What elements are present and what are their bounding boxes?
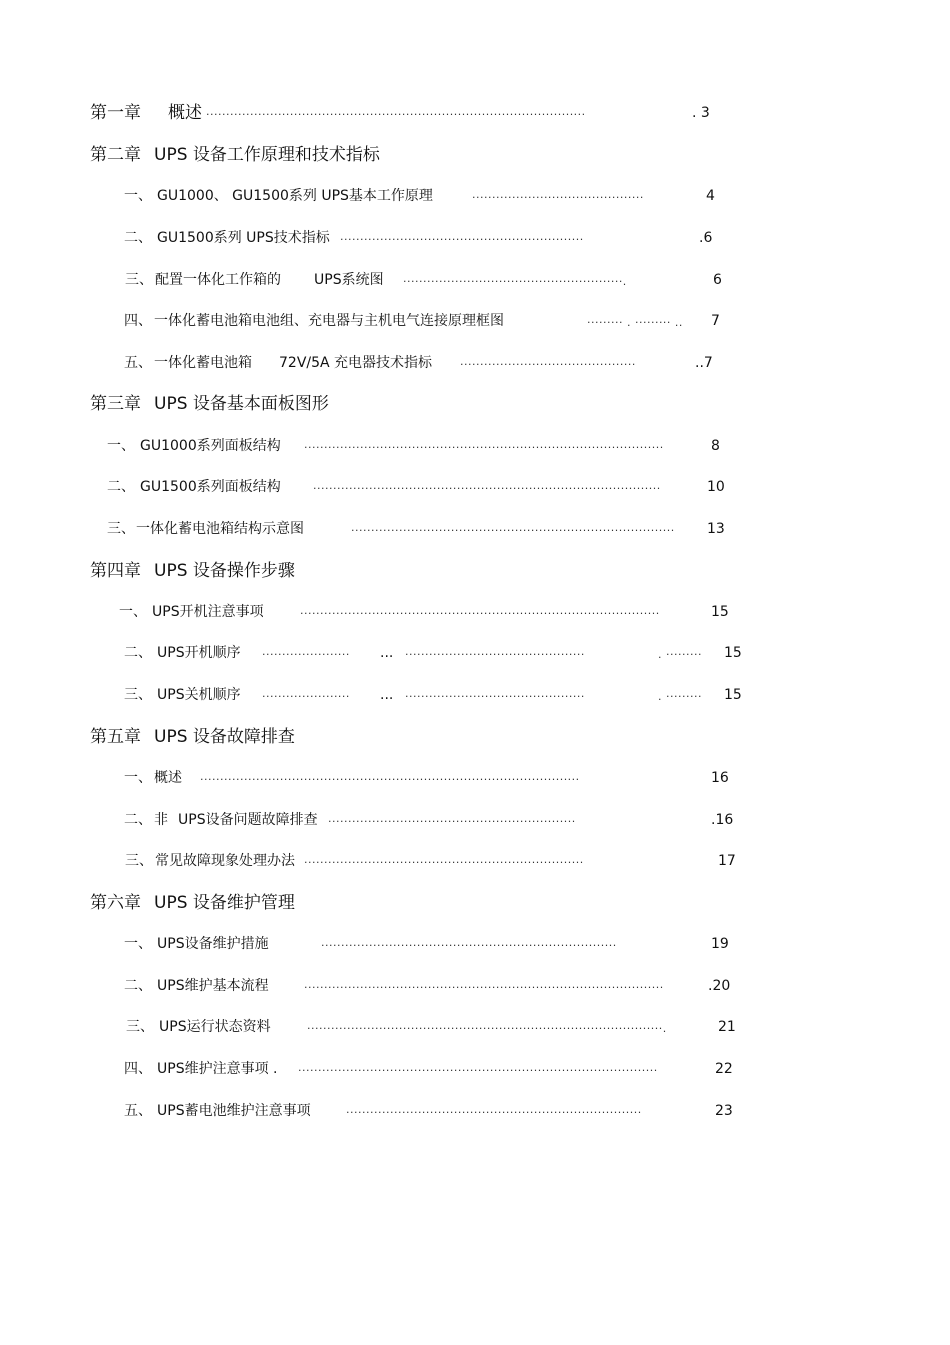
chapter-label: 第三章 (90, 394, 141, 414)
toc-entry-6-4 (0, 1057, 950, 1081)
leader-dots: ······························································································· (200, 773, 580, 786)
chapter-title: 概述 (168, 103, 202, 123)
entry-title: 概述 (154, 770, 182, 786)
page-number: 10 (707, 479, 725, 495)
toc-chapter-6 (0, 891, 950, 915)
page-number: .6 (699, 230, 713, 246)
leader-dots: ······························································ (328, 815, 576, 828)
entry-title: GU1500系列面板结构 (140, 479, 281, 495)
leader-dots-2: ... (380, 645, 394, 661)
leader-dots-1: ······················ (262, 690, 350, 703)
toc-chapter-4 (0, 559, 950, 583)
entry-title-part2: UPS设备问题故障排查 (178, 812, 318, 828)
leader-dots: ·························································································· (304, 441, 664, 454)
entry-number: 一、 (124, 936, 152, 952)
entry-title: GU1500系列 UPS技术指标 (157, 230, 330, 246)
leader-dots: ·········································································· (321, 939, 617, 952)
toc-entry-5-3 (0, 849, 950, 873)
entry-number: 二、 (124, 812, 152, 828)
entry-number: 三、 (107, 521, 135, 537)
toc-chapter-1 (0, 101, 950, 125)
entry-number: 五、 (124, 1103, 152, 1119)
leader-dots: ······················································································· (313, 482, 661, 495)
entry-number: 四、 (124, 1061, 152, 1077)
page-number: 13 (707, 521, 725, 537)
page-number: 4 (706, 188, 715, 204)
entry-number: 三、 (126, 1019, 154, 1035)
entry-title-part2: UPS系统图 (314, 272, 384, 288)
entry-number: 二、 (124, 230, 152, 246)
entry-title: UPS运行状态资料 (159, 1019, 271, 1035)
entry-title: 常见故障现象处理办法 (155, 853, 295, 869)
page-number: 19 (711, 936, 729, 952)
entry-number: 三、 (125, 272, 153, 288)
toc-entry-6-1 (0, 932, 950, 956)
entry-number: 一、 (124, 188, 152, 204)
page-number: 8 (711, 438, 720, 454)
leader-dots: ····························································· (340, 233, 584, 246)
entry-title: 一体化蓄电池箱电池组、充电器与主机电气连接原理框图 (154, 313, 504, 329)
page-number: 15 (711, 604, 729, 620)
entry-title-part2: 72V/5A 充电器技术指标 (279, 355, 433, 371)
entry-title: UPS维护基本流程 (157, 978, 269, 994)
leader-dots: ··········································· (472, 191, 644, 204)
entry-title: 非 (154, 812, 168, 828)
toc-entry-3-3 (0, 517, 950, 541)
page-number: . 3 (692, 105, 710, 121)
page-number: 21 (718, 1019, 736, 1035)
entry-title: 一体化蓄电池箱 (154, 355, 252, 371)
entry-number: 二、 (107, 479, 135, 495)
toc-entry-4-3 (0, 683, 950, 707)
leader-dots: ················································································· (351, 524, 675, 537)
chapter-label: 第四章 (90, 561, 141, 581)
entry-number: 四、 (124, 313, 152, 329)
chapter-label: 第五章 (90, 727, 141, 747)
leader-dots-3: ············································· (405, 690, 585, 703)
toc-entry-2-3 (0, 268, 950, 292)
toc-entry-6-5 (0, 1099, 950, 1123)
toc-entry-2-1 (0, 184, 950, 208)
entry-title: GU1000、 GU1500系列 UPS基本工作原理 (157, 188, 433, 204)
page-number: .16 (711, 812, 734, 828)
leader-dots: ········· . ········· .. (587, 316, 683, 329)
entry-number: 五、 (124, 355, 152, 371)
entry-number: 三、 (124, 687, 152, 703)
toc-entry-3-1 (0, 434, 950, 458)
chapter-title: UPS 设备故障排查 (154, 727, 295, 747)
leader-dots: ······························································································· (206, 108, 586, 121)
toc-chapter-5 (0, 725, 950, 749)
toc-entry-2-5 (0, 351, 950, 375)
toc-entry-4-2 (0, 641, 950, 665)
leader-dots: ·························································································· (304, 981, 664, 994)
leader-dots: ······································································ (304, 856, 584, 869)
entry-title: UPS设备维护措施 (157, 936, 269, 952)
page-number: 6 (713, 272, 722, 288)
page-number: 7 (711, 313, 720, 329)
toc-entry-2-2 (0, 226, 950, 250)
page-number: ..7 (695, 355, 713, 371)
leader-dots-4: . ········· (658, 648, 702, 661)
toc-entry-4-1 (0, 600, 950, 624)
chapter-title: UPS 设备操作步骤 (154, 561, 295, 581)
entry-title: 配置一体化工作箱的 (155, 272, 281, 288)
page-number: 15 (724, 687, 742, 703)
entry-title: UPS维护注意事项 . (157, 1061, 278, 1077)
page-number: 22 (715, 1061, 733, 1077)
toc-entry-6-3 (0, 1015, 950, 1039)
toc-chapter-3 (0, 392, 950, 416)
entry-number: 一、 (119, 604, 147, 620)
entry-title: UPS开机顺序 (157, 645, 241, 661)
leader-dots: ·························································································. (307, 1022, 667, 1035)
chapter-label: 第六章 (90, 893, 141, 913)
toc-entry-5-2 (0, 808, 950, 832)
entry-title: 一体化蓄电池箱结构示意图 (136, 521, 304, 537)
entry-number: 一、 (107, 438, 135, 454)
toc-entry-2-4 (0, 309, 950, 333)
entry-title: GU1000系列面板结构 (140, 438, 281, 454)
leader-dots: ·························································································· (298, 1064, 658, 1077)
leader-dots: ·········································································· (346, 1106, 642, 1119)
entry-title: UPS开机注意事项 (152, 604, 264, 620)
entry-number: 一、 (124, 770, 152, 786)
leader-dots: ············································ (460, 358, 636, 371)
page-number: 17 (718, 853, 736, 869)
page-number: 15 (724, 645, 742, 661)
chapter-label: 第二章 (90, 145, 141, 165)
leader-dots-4: . ········· (658, 690, 702, 703)
entry-number: 三、 (125, 853, 153, 869)
chapter-title: UPS 设备基本面板图形 (154, 394, 329, 414)
toc-entry-5-1 (0, 766, 950, 790)
page-number: .20 (708, 978, 731, 994)
leader-dots: ·······················································. (403, 275, 627, 288)
entry-number: 二、 (124, 978, 152, 994)
leader-dots-1: ······················ (262, 648, 350, 661)
page-number: 16 (711, 770, 729, 786)
leader-dots: ·························································································· (300, 607, 660, 620)
entry-title: UPS蓄电池维护注意事项 (157, 1103, 311, 1119)
entry-number: 二、 (124, 645, 152, 661)
chapter-title: UPS 设备工作原理和技术指标 (154, 145, 380, 165)
entry-title: UPS关机顺序 (157, 687, 241, 703)
leader-dots-2: ... (380, 687, 394, 703)
page-number: 23 (715, 1103, 733, 1119)
toc-entry-6-2 (0, 974, 950, 998)
toc-entry-3-2 (0, 475, 950, 499)
leader-dots-3: ············································· (405, 648, 585, 661)
chapter-label: 第一章 (90, 103, 141, 123)
toc-chapter-2 (0, 143, 950, 167)
chapter-title: UPS 设备维护管理 (154, 893, 295, 913)
